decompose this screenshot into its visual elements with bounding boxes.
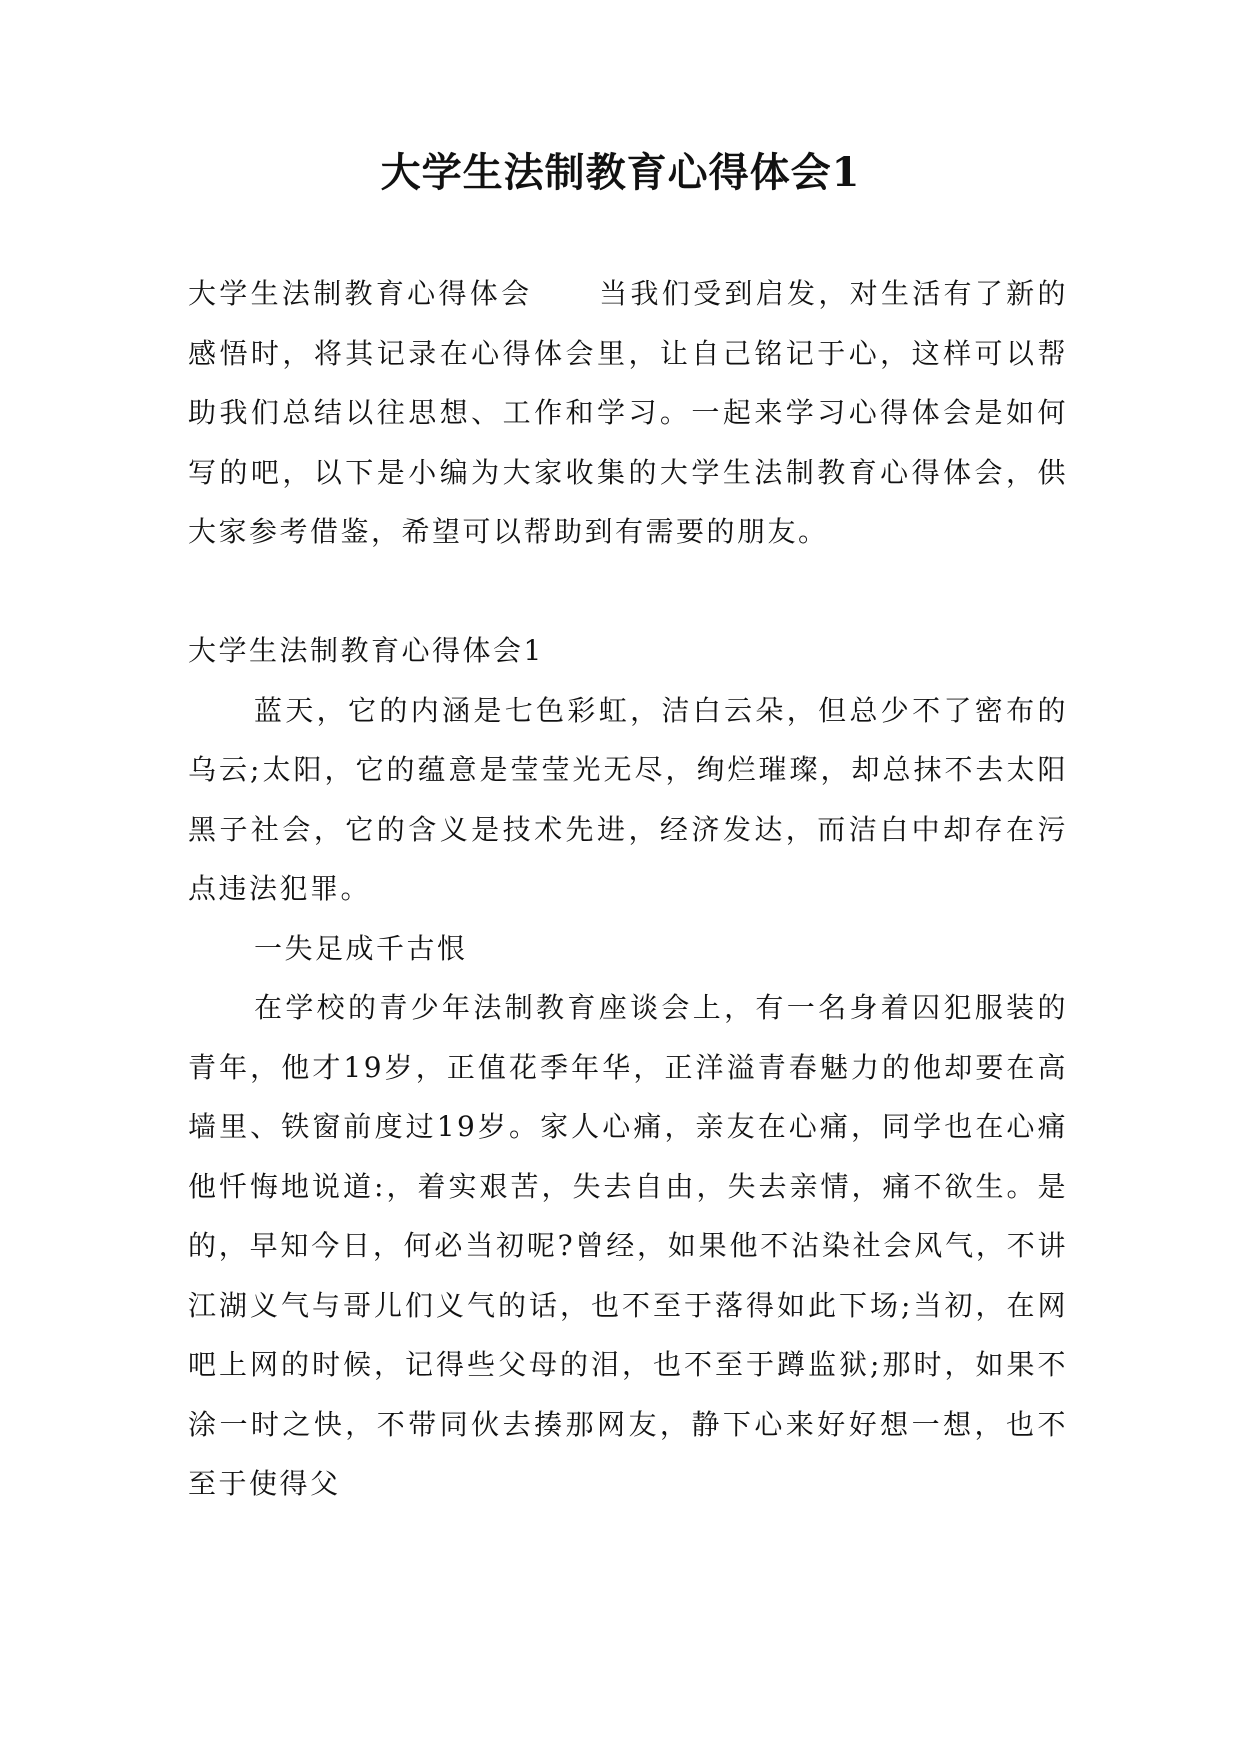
document-title: 大学生法制教育心得体会1 (380, 149, 861, 196)
section-heading: 大学生法制教育心得体会1 (188, 634, 544, 667)
intro-text: 当我们受到启发，对生活有了新的感悟时，将其记录在心得体会里，让自己铭记于心，这样可以帮助我们总结以往思想、工作和学习。一起来学习心得体会是如何写的吧，以下是小编为大家收集的大学生法制教育心得体会，供大家参考借鉴，希望可以帮助到有需要的朋友。 (188, 277, 1068, 548)
body-paragraph: 蓝天，它的内涵是七色彩虹，洁白云朵，但总少不了密布的乌云;太阳，它的蕴意是莹莹光无尽，绚烂璀璨，却总抹不去太阳黑子社会，它的含义是技术先进，经济发达，而洁白中却存在污点违法犯罪。 (188, 693, 1068, 905)
document-body (188, 264, 1068, 1514)
body-paragraph: 在学校的青少年法制教育座谈会上，有一名身着囚犯服装的青年，他才19岁，正值花季年华，正洋溢青春魅力的他却要在高墙里、铁窗前度过19岁。家人心痛，亲友在心痛，同学也在心痛他忏悔地说道:，着实艰苦，失去自由，失去亲情，痛不欲生。是的，早知今日，何必当初呢?曾经，如果他不沾染社会风气，不讲江湖义气与哥儿们义气的话，也不至于落得如此下场;当初，在网吧上网的时候，记得些父母的泪，也不至于蹲监狱;那时，如果不涂一时之快，不带同伙去揍那网友，静下心来好好想一想，也不至于使得父 (188, 991, 1068, 1500)
body-paragraph: 一失足成千古恨 (254, 931, 468, 965)
intro-paragraph (188, 264, 1068, 562)
intro-lead: 大学生法制教育心得体会 (188, 277, 533, 310)
